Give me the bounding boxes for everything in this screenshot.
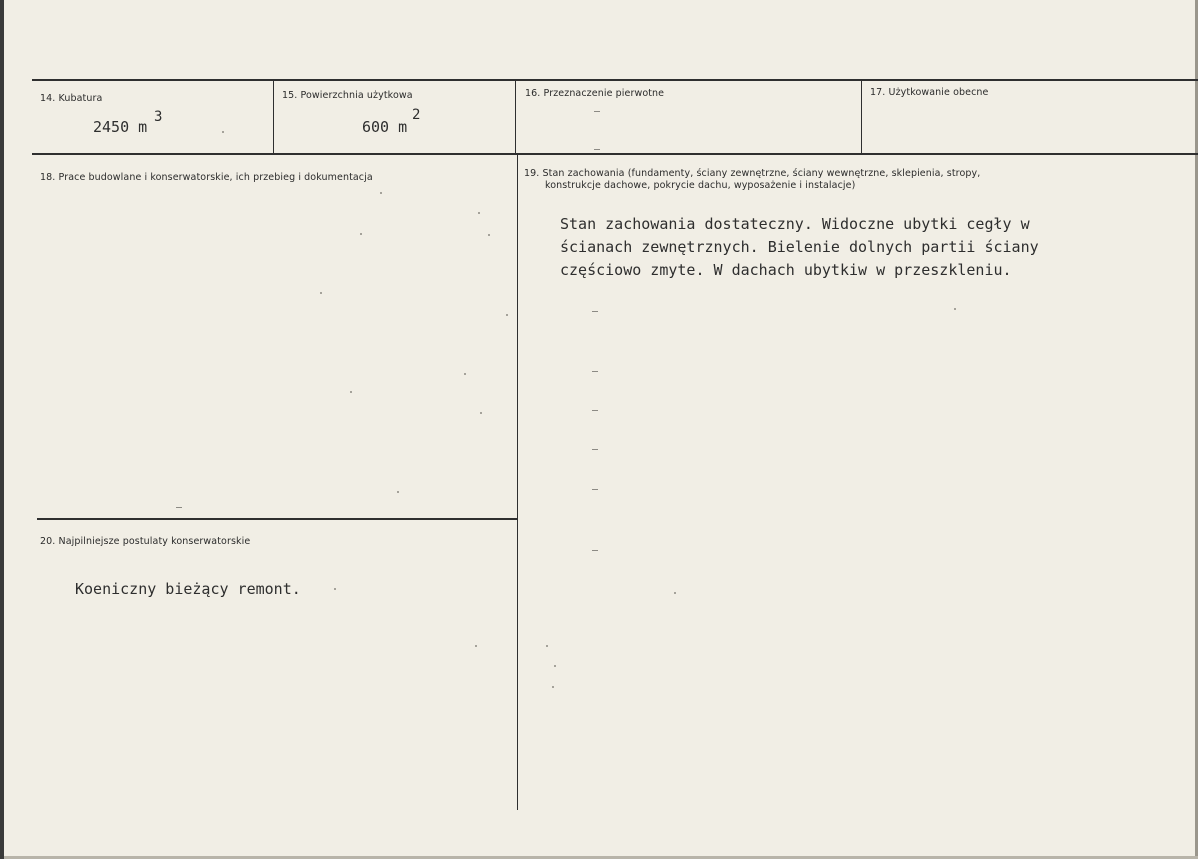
rule-18-20 [37,518,517,520]
dash-mark [592,311,598,312]
dash-mark [594,111,600,112]
second-rule [32,153,1198,155]
paper-speck [475,645,477,647]
field-20-label: 20. Najpilniejsze postulaty konserwatorskie [40,536,251,547]
dash-mark [592,550,598,551]
paper-speck [552,686,554,688]
paper-speck [554,665,556,667]
paper-speck [478,212,480,214]
field-19-text [560,213,1039,282]
paper-speck [320,292,322,294]
paper-speck [464,373,466,375]
divider-14-15 [273,81,274,155]
field-19-text-line-1: Stan zachowania dostateczny. Widoczne ubytki cegły w [560,215,1030,233]
paper-speck [546,645,548,647]
dash-mark [592,371,598,372]
dash-mark [176,507,182,508]
field-14-value: 2450 m [93,118,148,136]
dash-mark [594,149,600,150]
dash-mark [592,489,598,490]
field-14-unit-sup: 3 [154,109,163,125]
paper-speck [480,412,482,414]
paper-speck [334,588,336,590]
field-15-unit-sup: 2 [412,107,421,123]
divider-16-17 [861,81,862,155]
paper-speck [506,314,508,316]
field-19-label-line2: konstrukcje dachowe, pokrycie dachu, wyposażenie i instalacje) [545,180,856,191]
vertical-divider-main [517,155,518,810]
field-15-label: 15. Powierzchnia użytkowa [282,90,413,101]
field-16-label: 16. Przeznaczenie pierwotne [525,88,665,99]
field-15-value: 600 m [362,118,408,136]
field-18-label: 18. Prace budowlane i konserwatorskie, ich przebieg i dokumentacja [40,172,373,183]
paper-speck [360,233,362,235]
field-20-text: Koeniczny bieżący remont. [75,580,301,598]
field-17-label: 17. Użytkowanie obecne [870,87,989,98]
divider-15-16 [515,81,516,155]
paper-speck [222,131,224,133]
dash-mark [592,449,598,450]
field-19-label-line1: 19. Stan zachowania (fundamenty, ściany zewnętrzne, ściany wewnętrzne, sklepienia, stropy, [524,168,981,179]
field-14-label: 14. Kubatura [40,93,103,104]
dash-mark [592,410,598,411]
paper-speck [488,234,490,236]
paper-speck [954,308,956,310]
field-19-text-line-3: częściowo zmyte. W dachach ubytkiw w przeszkleniu. [560,261,1012,279]
paper-speck [674,592,676,594]
paper-speck [350,391,352,393]
top-rule [32,79,1198,81]
field-19-text-line-2: ścianach zewnętrznych. Bielenie dolnych partii ściany [560,238,1039,256]
paper-speck [397,491,399,493]
paper-speck [380,192,382,194]
